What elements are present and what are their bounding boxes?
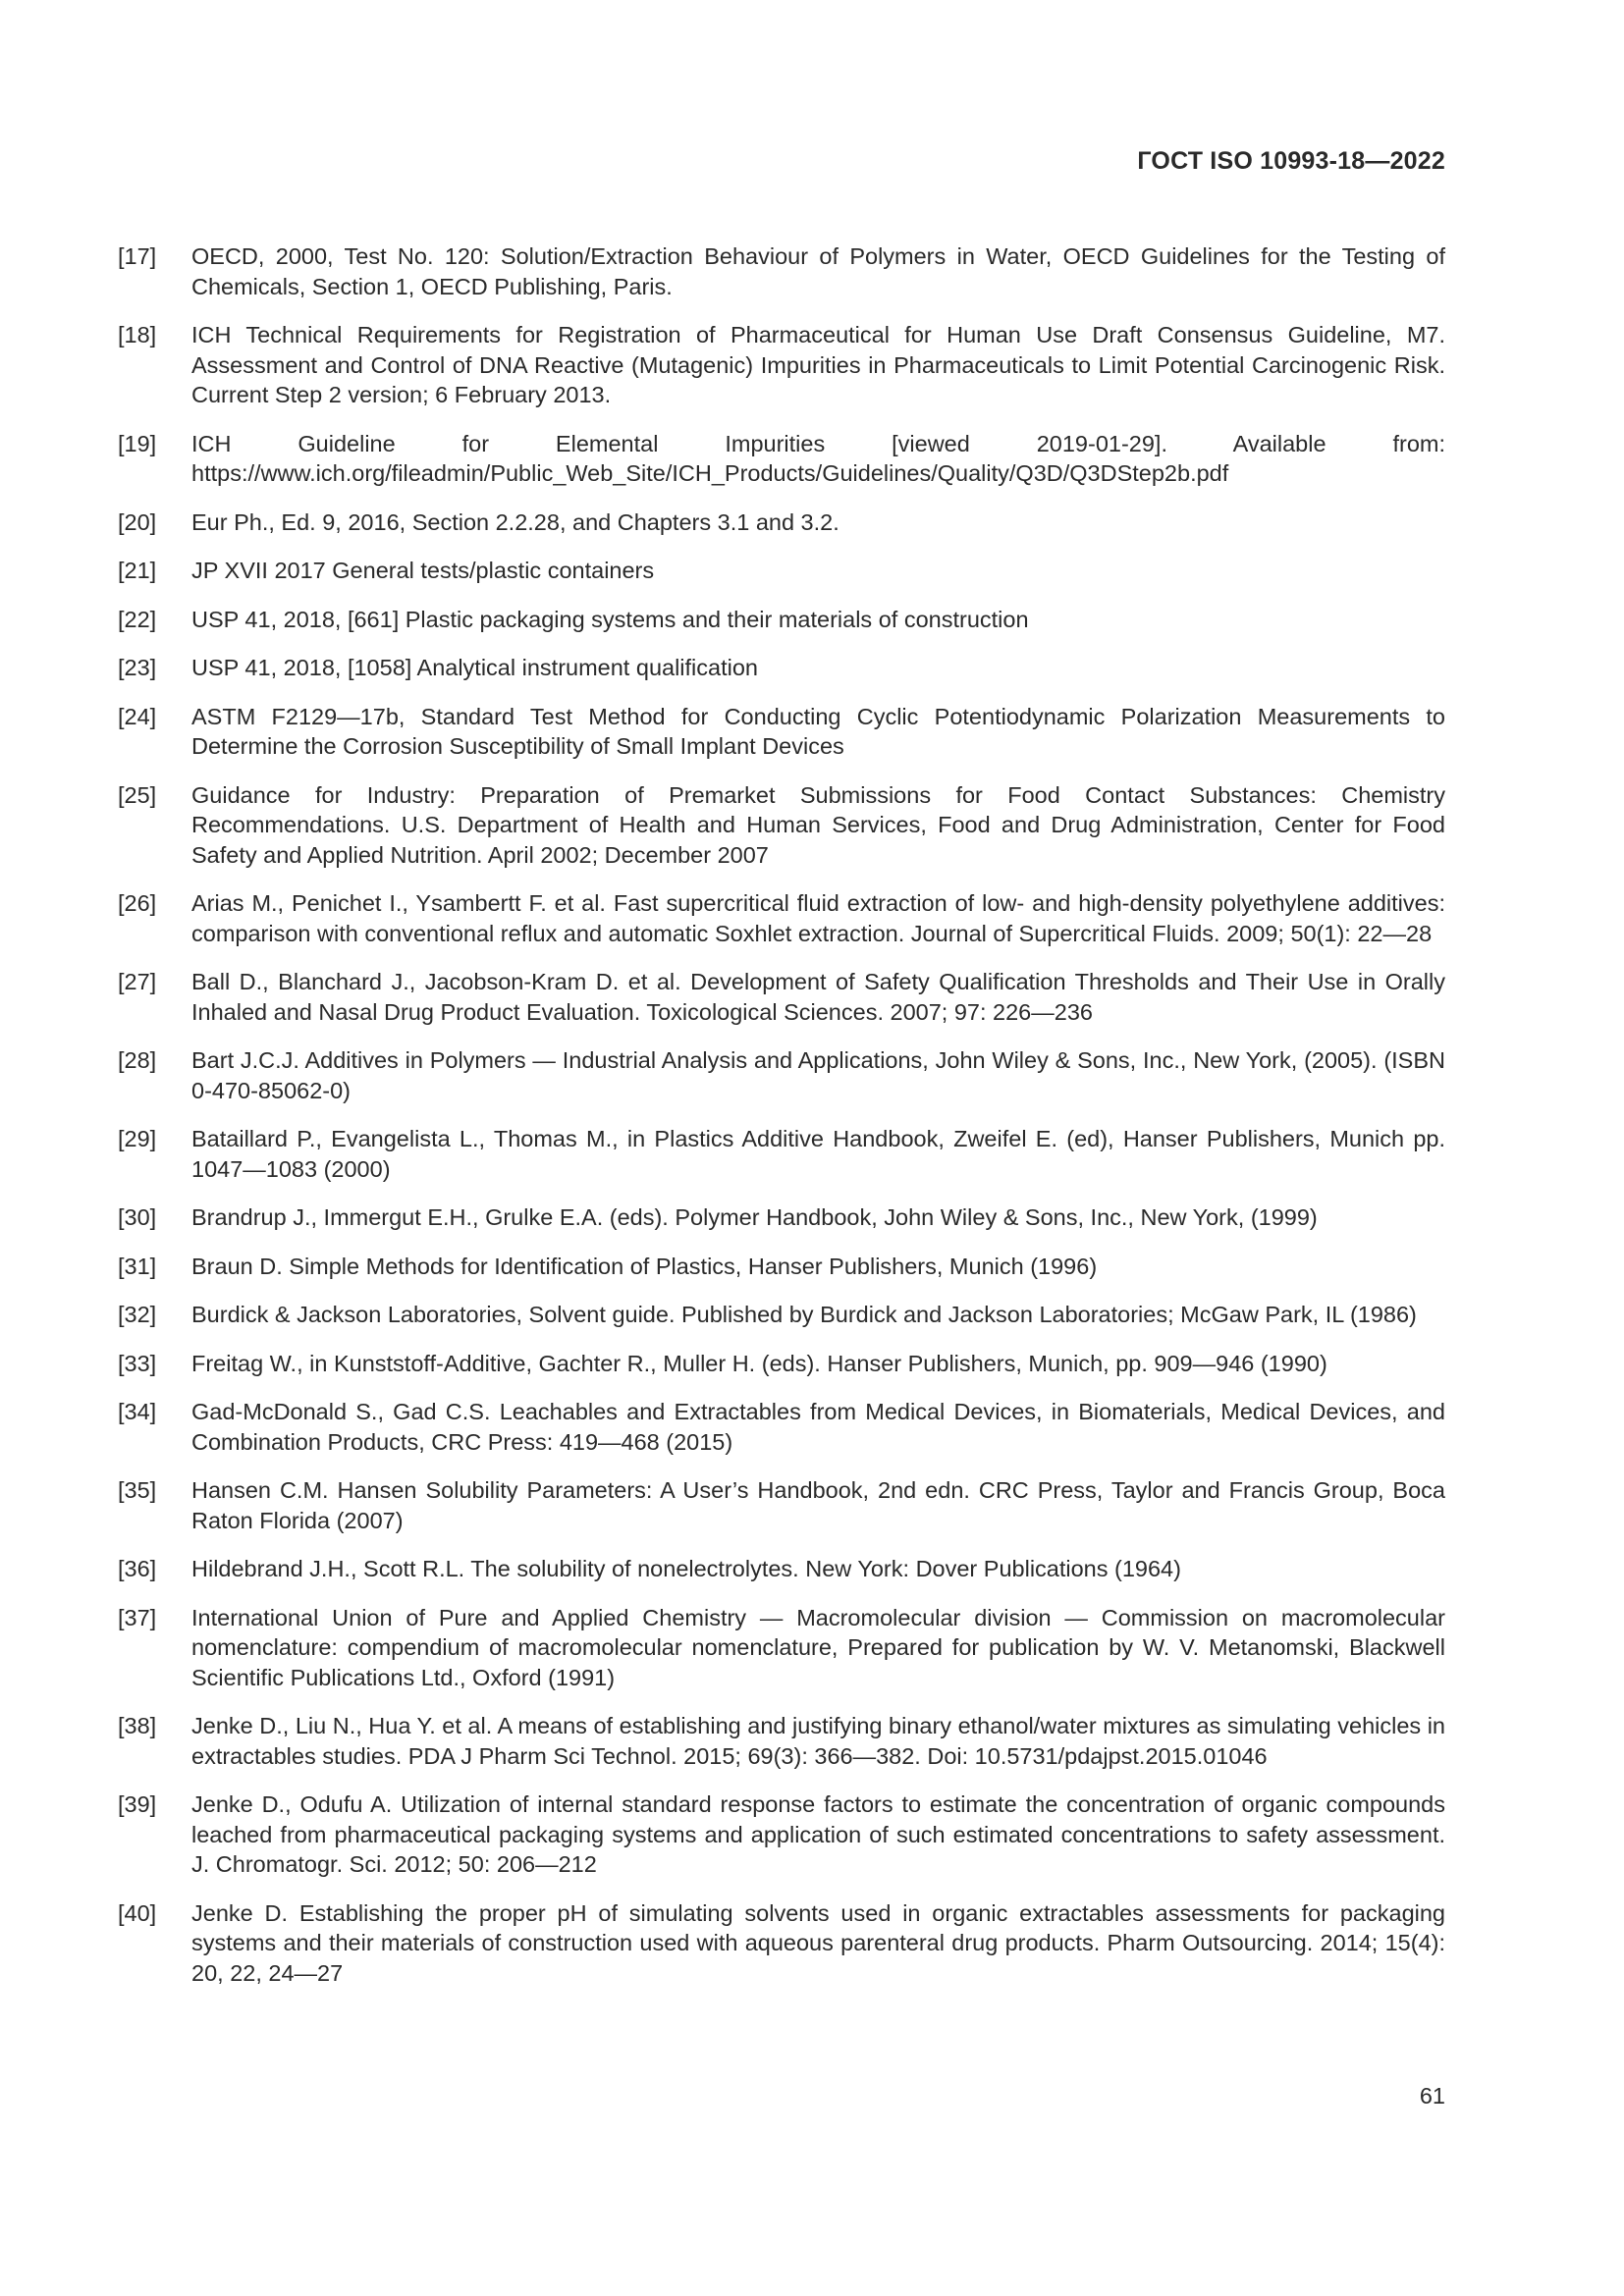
reference-text: International Union of Pure and Applied Chemistry — Macromolecular division — Commission on macromolecular nomenclature: compendium of macromolecular nomenclature, Prepared for publication by W. V. Metanomski, Blackwell Scientific Publications Ltd., Oxford (1991) xyxy=(191,1604,1445,1690)
reference-item-28 xyxy=(118,1045,1445,1105)
reference-item-40 xyxy=(118,1898,1445,1989)
reference-item-17 xyxy=(118,241,1445,301)
document-header-title: ГОСТ ISO 10993-18—2022 xyxy=(1137,147,1445,175)
reference-number: [30] xyxy=(118,1204,157,1230)
reference-item-31 xyxy=(118,1252,1445,1282)
reference-text: ASTM F2129—17b, Standard Test Method for Conducting Cyclic Potentiodynamic Polarization Measurements to Determine the Corrosion Susceptibility of Small Implant Devices xyxy=(191,703,1445,759)
reference-text: Hansen C.M. Hansen Solubility Parameters: A User’s Handbook, 2nd edn. CRC Press, Taylor and Francis Group, Boca Raton Florida (2007) xyxy=(191,1477,1445,1533)
reference-text: Eur Ph., Ed. 9, 2016, Section 2.2.28, and Chapters 3.1 and 3.2. xyxy=(191,508,839,535)
reference-text: Bataillard P., Evangelista L., Thomas M., in Plastics Additive Handbook, Zweifel E. (ed), Hanser Publishers, Munich pp. 1047—1083 (2000) xyxy=(191,1126,1445,1182)
reference-text: Guidance for Industry: Preparation of Premarket Submissions for Food Contact Substances: Chemistry Recommendations. U.S. Department of Health and Human Services, Food and Drug Administration, Center for Food Safety and Applied Nutrition. April 2002; December 2007 xyxy=(191,781,1445,868)
reference-text: ICH Guideline for Elemental Impurities [viewed 2019-01-29]. Available from: https://www.ich.org/fileadmin/Public_Web_Site/ICH_Products/Guidelines/Quality/Q3D/Q3DStep2b.pdf xyxy=(191,430,1445,486)
reference-item-38 xyxy=(118,1711,1445,1771)
reference-text: ICH Technical Requirements for Registration of Pharmaceutical for Human Use Draft Consensus Guideline, M7. Assessment and Control of DNA Reactive (Mutagenic) Impurities in Pharmaceuticals to Limit Potential Carcinogenic Risk. Current Step 2 version; 6 February 2013. xyxy=(191,322,1445,407)
reference-text: OECD, 2000, Test No. 120: Solution/Extraction Behaviour of Polymers in Water, OECD Guidelines for the Testing of Chemicals, Section 1, OECD Publishing, Paris. xyxy=(191,243,1445,299)
reference-number: [37] xyxy=(118,1604,157,1630)
reference-number: [25] xyxy=(118,781,157,808)
reference-number: [36] xyxy=(118,1556,157,1581)
reference-text: Burdick & Jackson Laboratories, Solvent guide. Published by Burdick and Jackson Laboratories; McGaw Park, IL (1986) xyxy=(191,1302,1417,1327)
reference-number: [32] xyxy=(118,1302,157,1327)
reference-list xyxy=(118,241,1445,2006)
reference-number: [21] xyxy=(118,558,157,583)
reference-text: Jenke D., Odufu A. Utilization of internal standard response factors to estimate the concentration of organic compounds leached from pharmaceutical packaging systems and application of such estimated concentrations to safety assessment. J. Chromatogr. Sci. 2012; 50: 206—212 xyxy=(191,1791,1445,1877)
reference-item-39 xyxy=(118,1789,1445,1880)
reference-text: Freitag W., in Kunststoff-Additive, Gachter R., Muller H. (eds). Hanser Publishers, Munich, pp. 909—946 (1990) xyxy=(191,1350,1327,1376)
reference-text: Jenke D., Liu N., Hua Y. et al. A means of establishing and justifying binary ethanol/water mixtures as simulating vehicles in extractables studies. PDA J Pharm Sci Technol. 2015; 69(3): 366—382. Doi: 10.5731/pdajpst.2015.01046 xyxy=(191,1713,1445,1769)
reference-text: JP XVII 2017 General tests/plastic containers xyxy=(191,558,655,583)
reference-number: [31] xyxy=(118,1253,157,1279)
reference-text: Jenke D. Establishing the proper pH of simulating solvents used in organic extractables assessments for packaging systems and their materials of construction used with aqueous parenteral drug products. Pharm Outsourcing. 2014; 15(4): 20, 22, 24—27 xyxy=(191,1899,1445,1986)
reference-item-19 xyxy=(118,429,1445,489)
reference-item-27 xyxy=(118,967,1445,1027)
reference-number: [38] xyxy=(118,1713,157,1738)
reference-number: [17] xyxy=(118,243,157,269)
reference-number: [35] xyxy=(118,1477,157,1503)
reference-number: [20] xyxy=(118,508,157,535)
reference-number: [28] xyxy=(118,1047,157,1073)
reference-text: Braun D. Simple Methods for Identification of Plastics, Hanser Publishers, Munich (1996) xyxy=(191,1253,1098,1279)
reference-number: [29] xyxy=(118,1126,157,1151)
reference-text: Hildebrand J.H., Scott R.L. The solubility of nonelectrolytes. New York: Dover Publications (1964) xyxy=(191,1556,1181,1581)
reference-item-34 xyxy=(118,1397,1445,1457)
reference-number: [27] xyxy=(118,969,157,994)
reference-item-36 xyxy=(118,1554,1445,1584)
reference-number: [19] xyxy=(118,430,157,456)
reference-number: [22] xyxy=(118,606,157,632)
reference-number: [40] xyxy=(118,1899,157,1926)
reference-number: [18] xyxy=(118,322,157,347)
reference-text: Brandrup J., Immergut E.H., Grulke E.A. (eds). Polymer Handbook, John Wiley & Sons, Inc., New York, (1999) xyxy=(191,1204,1318,1230)
reference-number: [33] xyxy=(118,1350,157,1376)
reference-text: Gad-McDonald S., Gad C.S. Leachables and Extractables from Medical Devices, in Biomaterials, Medical Devices, and Combination Products, CRC Press: 419—468 (2015) xyxy=(191,1399,1445,1455)
page-number: 61 xyxy=(1419,2083,1445,2109)
reference-text: USP 41, 2018, [661] Plastic packaging systems and their materials of construction xyxy=(191,606,1029,632)
reference-item-32 xyxy=(118,1300,1445,1330)
reference-text: Arias M., Penichet I., Ysambertt F. et al. Fast supercritical fluid extraction of low- and high-density polyethylene additives: comparison with conventional reflux and automatic Soxhlet extraction. Journal of Supercritical Fluids. 2009; 50(1): 22—28 xyxy=(191,890,1445,946)
reference-item-20 xyxy=(118,507,1445,538)
reference-text: Ball D., Blanchard J., Jacobson-Kram D. et al. Development of Safety Qualification Thresholds and Their Use in Orally Inhaled and Nasal Drug Product Evaluation. Toxicological Sciences. 2007; 97: 226—236 xyxy=(191,969,1445,1025)
reference-item-21 xyxy=(118,556,1445,586)
reference-item-29 xyxy=(118,1124,1445,1184)
reference-item-37 xyxy=(118,1603,1445,1693)
reference-text: USP 41, 2018, [1058] Analytical instrument qualification xyxy=(191,655,758,680)
reference-text: Bart J.C.J. Additives in Polymers — Industrial Analysis and Applications, John Wiley & Sons, Inc., New York, (2005). (ISBN 0-470-85062-0) xyxy=(191,1047,1445,1103)
reference-item-23 xyxy=(118,653,1445,683)
reference-item-22 xyxy=(118,605,1445,635)
reference-number: [23] xyxy=(118,655,157,680)
reference-item-33 xyxy=(118,1349,1445,1379)
reference-number: [39] xyxy=(118,1791,157,1817)
reference-item-25 xyxy=(118,780,1445,871)
reference-item-24 xyxy=(118,702,1445,762)
reference-number: [24] xyxy=(118,703,157,729)
reference-number: [26] xyxy=(118,890,157,916)
reference-item-35 xyxy=(118,1475,1445,1535)
reference-item-18 xyxy=(118,320,1445,410)
reference-item-30 xyxy=(118,1202,1445,1233)
reference-number: [34] xyxy=(118,1399,157,1424)
reference-item-26 xyxy=(118,888,1445,948)
